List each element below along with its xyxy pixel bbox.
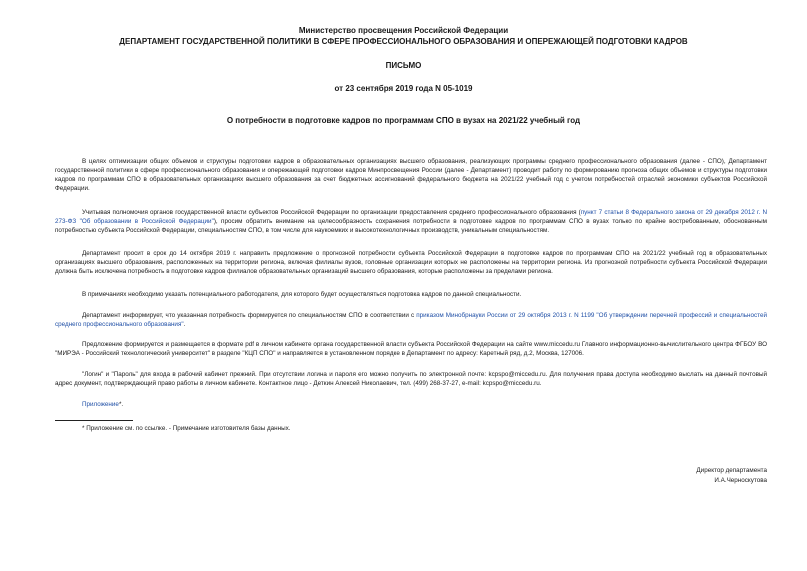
appendix-link[interactable]: Приложение (82, 401, 119, 408)
footnote-separator (55, 420, 133, 421)
paragraph-5 (55, 311, 767, 329)
signature-position: Директор департамента (696, 467, 767, 474)
paragraph-4: В примечаниях необходимо указать потенциального работодателя, для которого будет осуществляться подготовка кадров по данной специальности. (82, 291, 522, 298)
paragraph-2-text-a: Учитывая полномочия органов государственной власти субъектов Российской Федерации по организации предоставления среднего профессионального образования ( (82, 209, 581, 216)
signature-name: И.А.Черноскутова (714, 477, 767, 484)
paragraph-2 (55, 208, 767, 235)
paragraph-1: В целях оптимизации общих объемов и структуры подготовки кадров в образовательных организациях высшего образования, реализующих программы среднего профессионального образования (далее - СПО), Департамент государственной политики в сфере профессионального образования и опережающей подготовки кадров Минпросвещения России (далее - Департамент) проводит работу по формированию прогноза общих объемов и структуры подготовки кадров по программам СПО в образовательных организациях высшего образования за счет бюджетных ассигнований федерального бюджета на 2021/22 учебный год с учетом потребностей отраслей экономики субъектов Российской Федерации. (55, 158, 767, 192)
paragraph-5-text-a: Департамент информирует, что указанная потребность формируется по специальностям СПО в соответствии с (82, 312, 417, 319)
paragraph-6: Предложение формируется и размещается в формате pdf в личном кабинете органа государственной власти субъекта Российской Федерации на сайте www.miccedu.ru Главного информационно-вычислительного центра ФГБОУ ВО "МИРЭА - Российский технологический университет" в разделе "КЦП СПО" и направляется в установленном порядке в Департамент по адресу: Каретный ряд, д.2, Москва, 127006. (55, 341, 767, 357)
footnote: * Приложение см. по ссылке. - Примечание изготовителя базы данных. (82, 425, 291, 432)
order-link[interactable]: приказом Минобрнауки России от 29 октября 2013 г. N 1199 "Об утверждении перечней профессий и специальностей среднего профессионального образования" (55, 312, 767, 328)
paragraph-5-text-b: . (183, 321, 186, 328)
document-subject: О потребности в подготовке кадров по программам СПО в вузах на 2021/22 учебный год (226, 116, 581, 125)
appendix-line (55, 400, 767, 409)
department-name: ДЕПАРТАМЕНТ ГОСУДАРСТВЕННОЙ ПОЛИТИКИ В СФЕРЕ ПРОФЕССИОНАЛЬНОГО ОБРАЗОВАНИЯ И ОПЕРЕЖАЮЩЕЙ ПОДГОТОВКИ КАДРОВ (119, 37, 688, 46)
federal-law-link[interactable]: пункт 7 статьи 8 Федерального закона от 29 декабря 2012 г. N 273-ФЗ "Об образовании в Российской Федерации" (55, 209, 767, 225)
document-date-number: от 23 сентября 2019 года N 05-1019 (334, 84, 473, 93)
paragraph-7: "Логин" и "Пароль" для входа в рабочий кабинет прежний. При отсутствии логина и пароля его можно получить по электронной почте: kcpspo@miccedu.ru. Для получения права доступа необходимо выслать на данный почтовый адрес документ, подтверждающий право работы в личном кабинете. Контактное лицо - Деткин Алексей Николаевич, тел. (499) 268-37-27, e-mail: kcpspo@miccedu.ru. (55, 371, 767, 387)
paragraph-2-text-b: ), просим обратить внимание на целесообразность сохранения потребности в подготовке кадров по программам СПО в вузах только по крайне востребованным, обоснованным потребностью субъекта Российской Федерации, специальностям СПО, в том числе для наукоемких и высокотехнологичных производств, уникальным специальностям. (55, 218, 767, 234)
appendix-suffix: *. (118, 401, 124, 408)
document-type: ПИСЬМО (385, 61, 422, 70)
paragraph-3: Департамент просит в срок до 14 октября 2019 г. направить предложение о прогнозной потребности субъекта Российской Федерации в подготовке кадров по программам СПО на 2021/22 учебный год в образовательных организациях высшего образования, расположенных на территории региона, включая филиалы вузов, головные организации которых не расположены на территории региона. Из прогнозной потребности субъекта Российской Федерации должна быть исключена потребность в подготовке кадров филиалов образовательных организаций высшего образования, которые расположены за пределами региона. (55, 250, 767, 275)
ministry-name: Министерство просвещения Российской Федерации (298, 26, 509, 35)
